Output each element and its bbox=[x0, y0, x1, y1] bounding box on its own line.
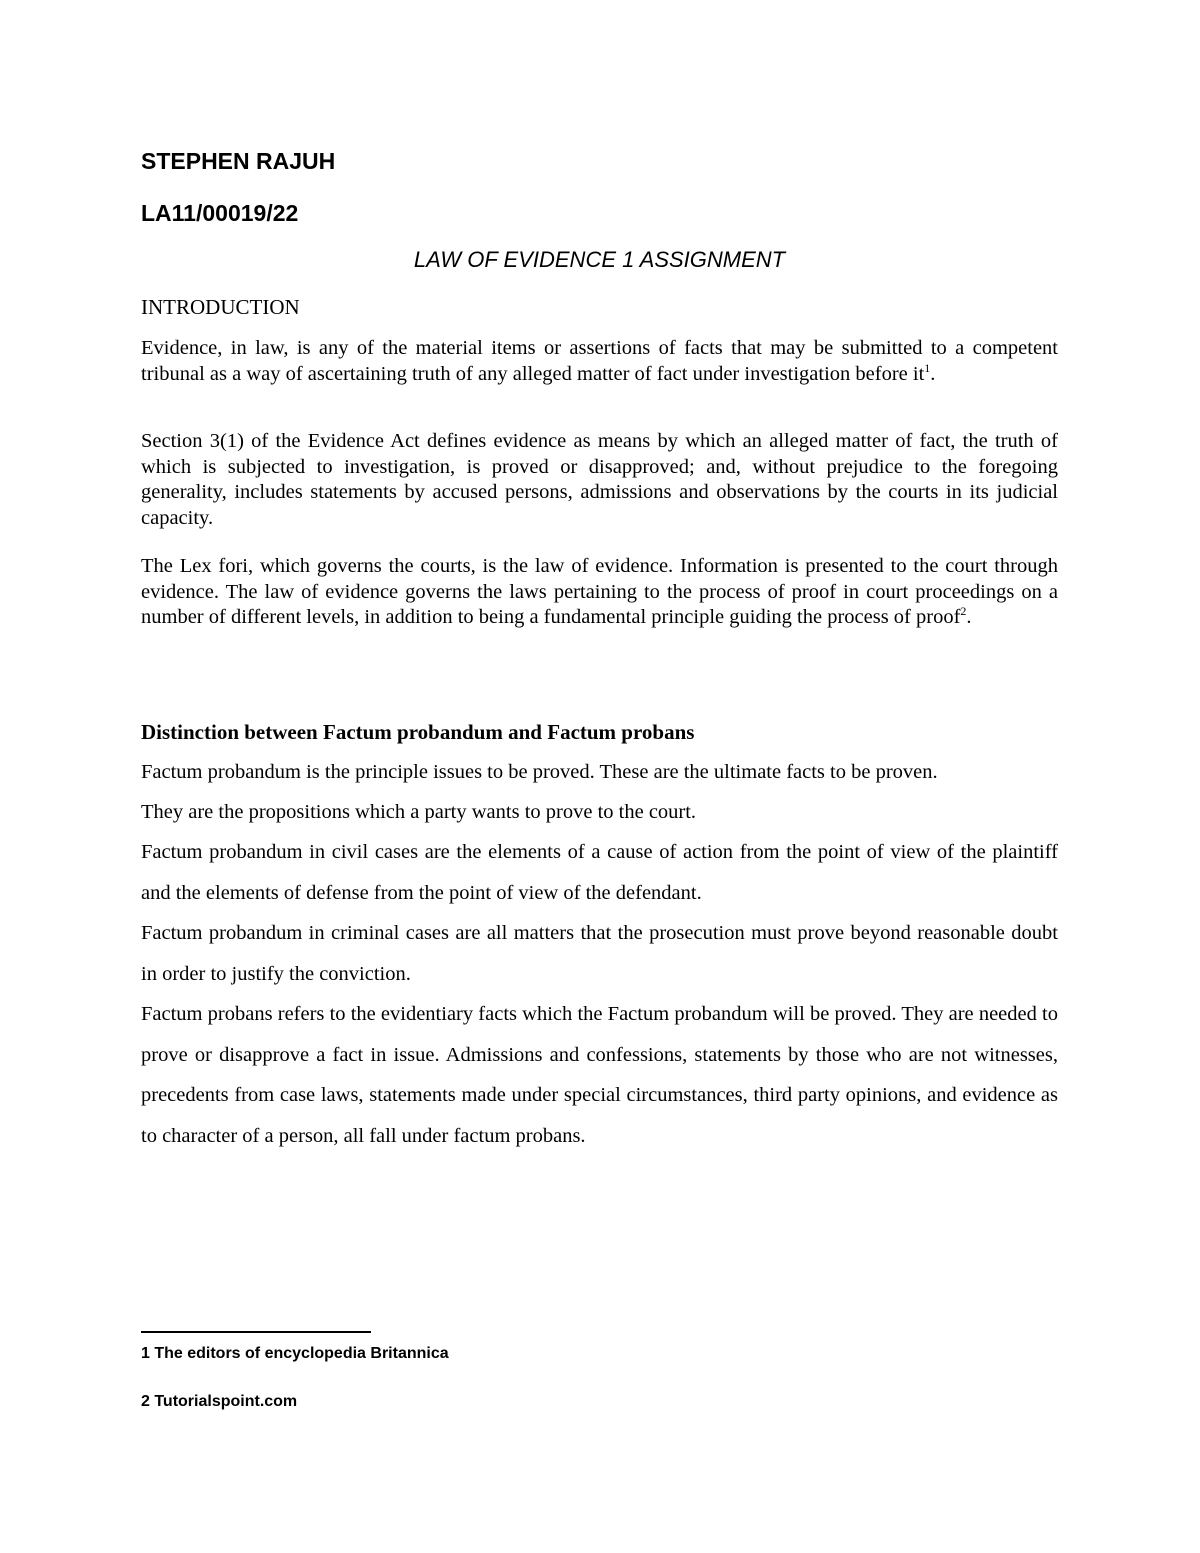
footnote-separator bbox=[141, 1331, 371, 1333]
intro-paragraph-1-end: . bbox=[930, 362, 936, 385]
footnote-ref-1: 1 bbox=[924, 360, 931, 375]
distinction-heading: Distinction between Factum probandum and Factum probans bbox=[141, 720, 695, 744]
intro-paragraph-2: Section 3(1) of the Evidence Act defines evidence as means by which an alleged matter of fact, the truth of which is subjected to investigation, is proved or disapproved; and, without prejudice to the foregoing generality, includes statements by accused persons, admissions and observations by the courts in its judicial capacity. bbox=[141, 430, 1058, 530]
footnote-1: 1 The editors of encyclopedia Britannica bbox=[141, 1345, 449, 1362]
intro-paragraph-3-end: . bbox=[966, 606, 972, 629]
distinction-paragraph-5: Factum probans refers to the evidentiary facts which the Factum probandum will be proved. They are needed to prove or disapprove a fact in issue. Admissions and confessions, statements by those who are not witnesses, precedents from case laws, statements made under special circumstances, third party opinions, and evidence as to character of a person, all fall under factum probans. bbox=[141, 1003, 1058, 1147]
intro-paragraph-1 bbox=[141, 336, 1058, 387]
intro-paragraph-3-text: The Lex fori, which governs the courts, is the law of evidence. Information is presented to the court through evidence. The law of evidence governs the laws pertaining to the process of proof in court proceedings on a number of different levels, in addition to being a fundamental principle guiding the process of proof bbox=[141, 555, 1058, 629]
author-name: STEPHEN RAJUH bbox=[141, 148, 336, 174]
distinction-paragraph-1: Factum probandum is the principle issues to be proved. These are the ultimate facts to be proven. bbox=[141, 761, 938, 783]
introduction-heading: INTRODUCTION bbox=[141, 295, 300, 319]
intro-paragraph-3 bbox=[141, 554, 1058, 631]
footnote-ref-2: 2 bbox=[960, 604, 967, 619]
document-title: LAW OF EVIDENCE 1 ASSIGNMENT bbox=[413, 247, 786, 272]
intro-paragraph-1-text: Evidence, in law, is any of the material items or assertions of facts that may be submitted to a competent tribunal as a way of ascertaining truth of any alleged matter of fact under investigation before it bbox=[141, 337, 1058, 385]
distinction-paragraph-4: Factum probandum in criminal cases are all matters that the prosecution must prove beyond reasonable doubt in order to justify the conviction. bbox=[141, 922, 1058, 985]
distinction-paragraph-2: They are the propositions which a party wants to prove to the court. bbox=[141, 801, 697, 823]
distinction-paragraph-3: Factum probandum in civil cases are the elements of a cause of action from the point of view of the plaintiff and the elements of defense from the point of view of the defendant. bbox=[141, 841, 1058, 904]
footnote-2: 2 Tutorialspoint.com bbox=[141, 1393, 298, 1410]
registration-number: LA11/00019/22 bbox=[141, 200, 299, 226]
